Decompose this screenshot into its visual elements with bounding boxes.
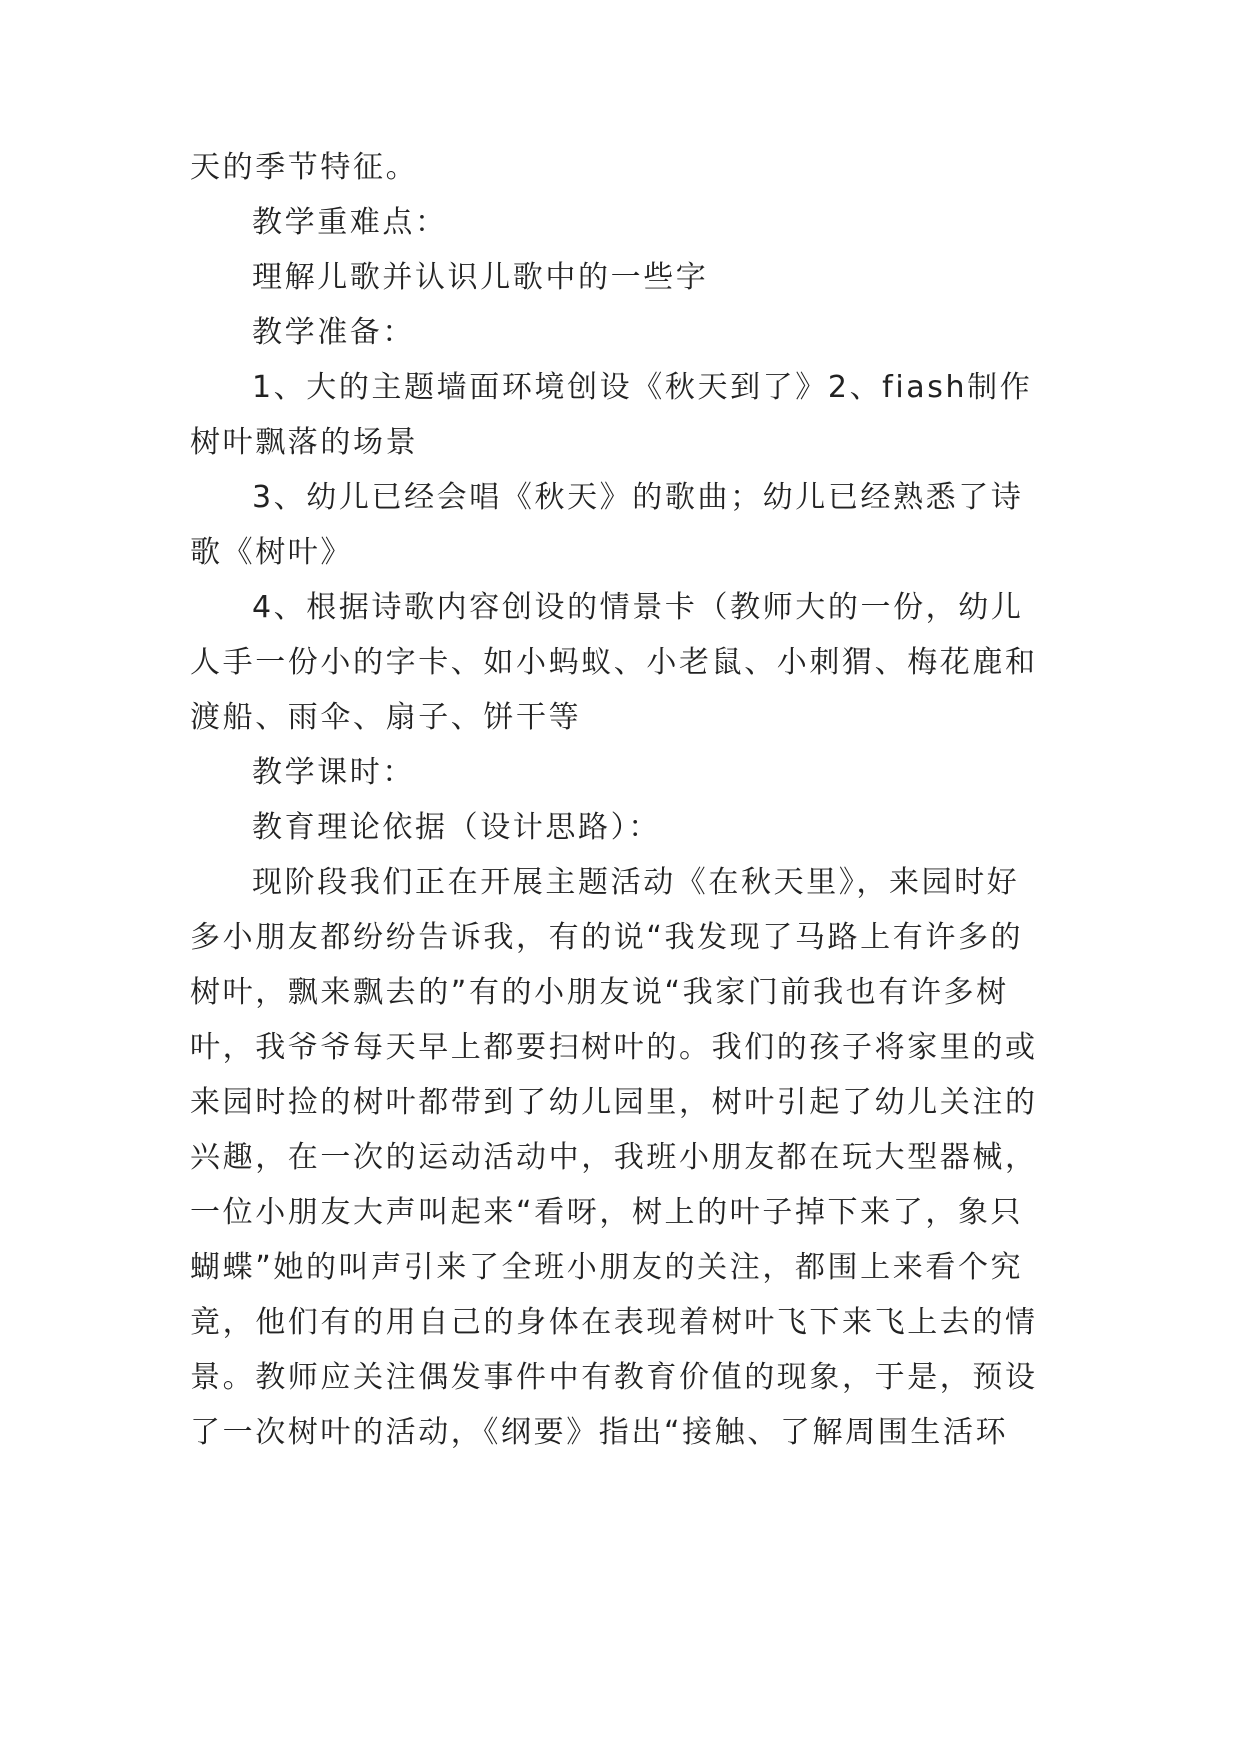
- text-line: 理解儿歌并认识儿歌中的一些字: [252, 260, 709, 295]
- text-line: 天的季节特征。: [190, 150, 419, 185]
- text-line: 来园时捡的树叶都带到了幼儿园里，树叶引起了幼儿关注的: [190, 1085, 1038, 1120]
- text-line: 叶，我爷爷每天早上都要扫树叶的。我们的孩子将家里的或: [190, 1030, 1038, 1065]
- text-line: 4、根据诗歌内容创设的情景卡（教师大的一份，幼儿: [252, 590, 1024, 625]
- text-line: 树叶飘落的场景: [190, 425, 419, 460]
- text-line: 3、幼儿已经会唱《秋天》的歌曲；幼儿已经熟悉了诗: [252, 480, 1024, 515]
- text-line: 了一次树叶的活动，《纲要》指出“接触、了解周围生活环: [190, 1415, 1009, 1450]
- text-line: 景。教师应关注偶发事件中有教育价值的现象，于是，预设: [190, 1360, 1038, 1395]
- text-line: 蝴蝶”她的叫声引来了全班小朋友的关注，都围上来看个究: [190, 1250, 1024, 1285]
- text-line: 渡船、雨伞、扇子、饼干等: [190, 700, 582, 735]
- text-line: 歌《树叶》: [190, 535, 353, 570]
- text-line: 树叶，飘来飘去的”有的小朋友说“我家门前我也有许多树: [190, 975, 1009, 1010]
- text-line: 人手一份小的字卡、如小蚂蚁、小老鼠、小刺猬、梅花鹿和: [190, 645, 1038, 680]
- section-heading: 教育理论依据（设计思路）：: [252, 810, 661, 845]
- text-line: 竟，他们有的用自己的身体在表现着树叶飞下来飞上去的情: [190, 1305, 1038, 1340]
- text-line: 1、大的主题墙面环境创设《秋天到了》2、fiash制作: [252, 370, 1033, 405]
- text-line: 多小朋友都纷纷告诉我，有的说“我发现了马路上有许多的: [190, 920, 1024, 955]
- section-heading: 教学课时：: [252, 755, 415, 790]
- section-heading: 教学重难点：: [252, 205, 448, 240]
- text-line: 现阶段我们正在开展主题活动《在秋天里》，来园时好: [252, 865, 1020, 900]
- text-line: 一位小朋友大声叫起来“看呀，树上的叶子掉下来了，象只: [190, 1195, 1024, 1230]
- section-heading: 教学准备：: [252, 315, 415, 350]
- text-line: 兴趣，在一次的运动活动中，我班小朋友都在玩大型器械，: [190, 1140, 1038, 1175]
